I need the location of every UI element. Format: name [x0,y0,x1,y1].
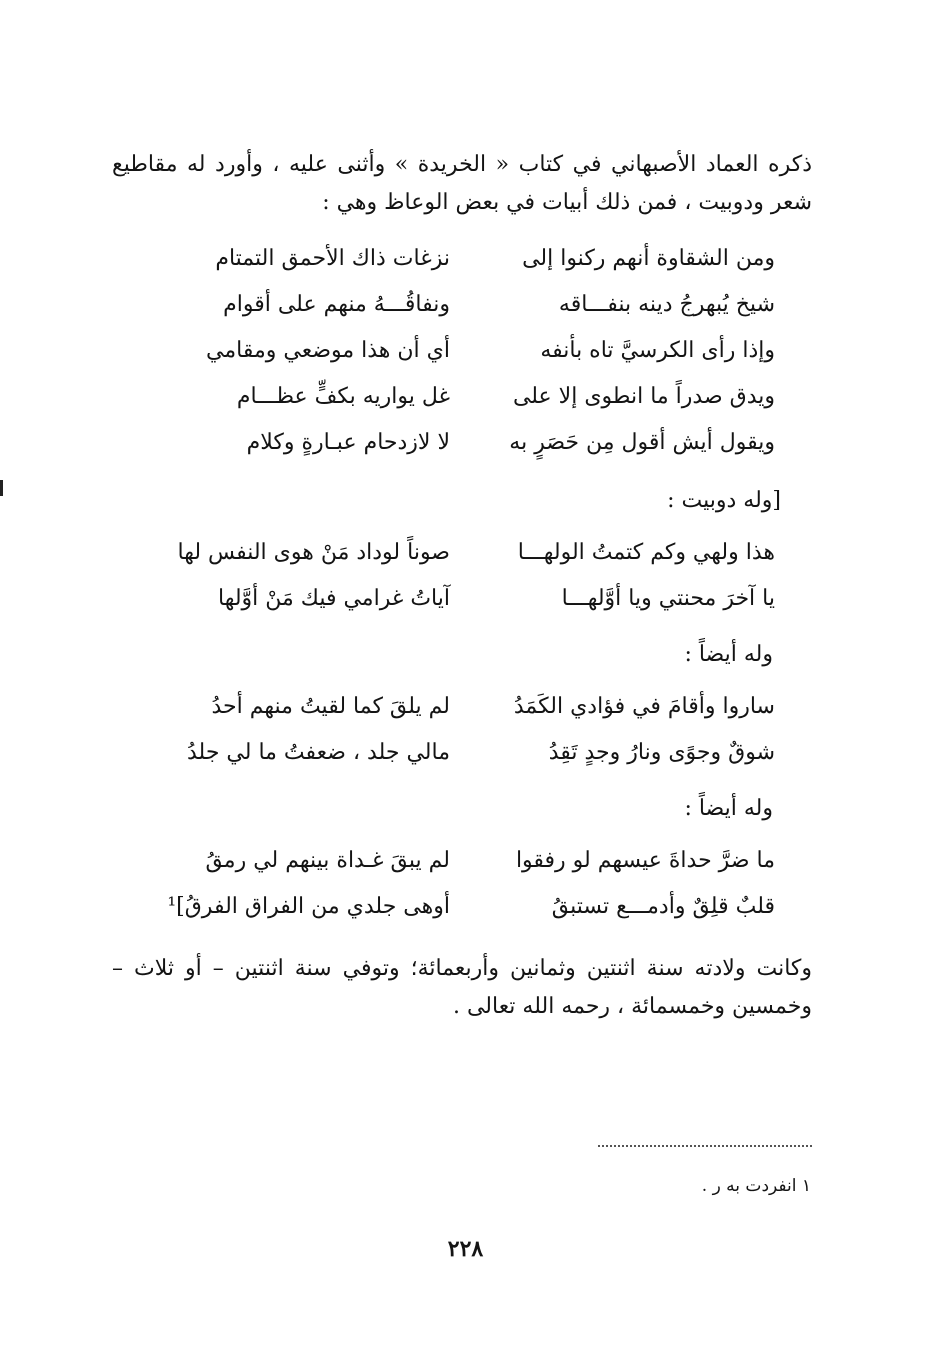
poem2-verse [150,540,775,584]
poem1-verse [150,246,775,290]
verse-second-hemistich: مالي جلد ، ضعفتُ ما لي جلدُ [186,740,450,765]
poem1-verse [150,384,775,428]
heading-also: وله أيضاً : [684,642,773,667]
verse-first-hemistich: ومن الشقاوة أنهم ركنوا إلى [522,246,775,271]
verse-second-hemistich: ونفاقُـــهُ منهم على أقوام [223,292,450,317]
verse-first-hemistich: ساروا وأقامَ في فؤادي الكَمَدُ [513,694,775,719]
verse-second-hemistich: لم يبقَ غـداة بينهم لي رمقُ [205,848,450,873]
verse-second-hemistich: لم يلقَ كما لقيتُ منهم أحدُ [211,694,450,719]
intro-paragraph: ذكره العماد الأصبهاني في كتاب « الخريدة » وأثنى عليه ، وأورد له مقاطيع شعر ودوبيت ، فمن ذلك أبيات في بعض الوعاظ وهي : [112,152,812,215]
verse-first-hemistich: شوقٌ وجوًى ونارُ وجدٍ تَقِدُ [548,740,775,765]
verse-second-hemistich: نزغات ذاك الأحمق التمتام [215,246,450,271]
footnote-separator [598,1145,812,1147]
poem1-verse [150,338,775,382]
poem2-verse [150,586,775,630]
verse-first-hemistich: يا آخرَ محنتي ويا أوَّلهـــا [561,586,775,611]
verse-first-hemistich: ما ضرَّ حداةَ عيسهم لو رفقوا [515,848,775,873]
poem3-verse [150,694,775,738]
verse-second-hemistich: غل يواريه بكفٍّ عظـــام [236,384,450,409]
verse-second-hemistich: صوناً لوداد مَنْ هوى النفس لها [177,540,450,565]
page-number: ٢٢٨ [447,1236,484,1262]
poem1-verse [150,292,775,336]
verse-first-hemistich: وإذا رأى الكرسيَّ تاه بأنفه [540,338,775,363]
verse-second-hemistich: لا لازدحام عبـارةٍ وكلام [246,430,450,455]
poem1-verse [150,430,775,474]
verse-second-hemistich: آياتُ غرامي فيك مَنْ أوَّلها [217,586,450,611]
verse-first-hemistich: قلبٌ قلِقٌ وأدمـــع تستبقُ [551,894,775,919]
poem4-verse [150,848,775,892]
heading-also: وله أيضاً : [684,796,773,821]
verse-first-hemistich: ويدق صدراً ما انطوى إلا على [512,384,775,409]
heading-dubayt: [وله دوبيت : [667,488,781,513]
verse-first-hemistich: ويقول أيش أقول مِن حَصَرٍ به [509,430,775,455]
closing-paragraph: وكانت ولادته سنة اثنتين وثمانين وأربعمائة؛ وتوفي سنة اثنتين – أو ثلاث – وخمسين وخمسمائة ، رحمه الله تعالى . [112,956,812,1019]
verse-second-hemistich: أوهى جلدي من الفراق الفرقُ]¹ [167,894,450,919]
footnote: ١ انفردت به ر . [701,1176,811,1196]
margin-mark [0,480,3,496]
verse-first-hemistich: شيخ يُبهرجُ دينه بنفـــاقه [558,292,775,317]
verse-first-hemistich: هذا ولهي وكم كتمتُ الولهـــا [517,540,775,565]
poem3-verse [150,740,775,784]
poem4-verse [150,894,775,938]
verse-second-hemistich: أي أن هذا موضعي ومقامي [206,338,450,363]
